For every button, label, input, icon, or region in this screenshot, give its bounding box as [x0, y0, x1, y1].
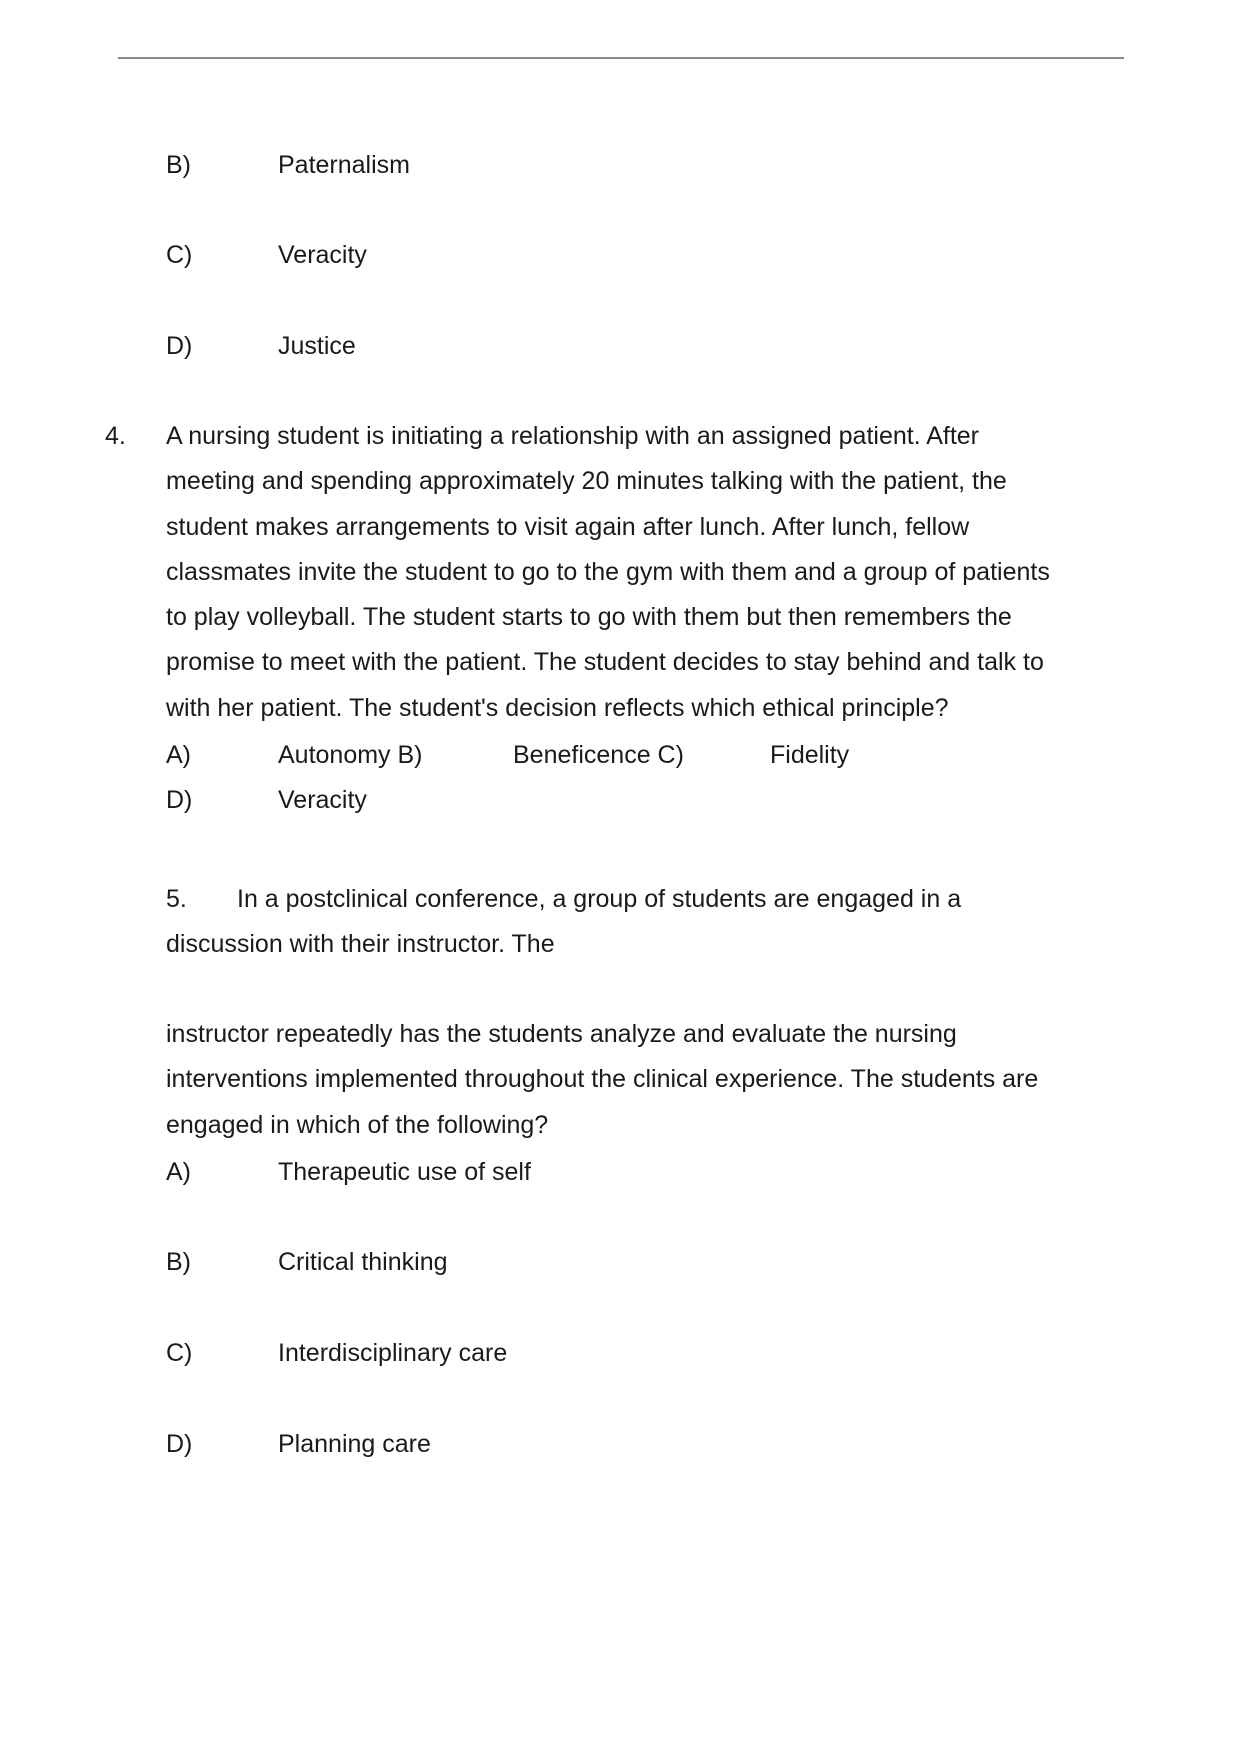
option-letter: A) — [166, 1158, 191, 1186]
question-4-stem — [166, 414, 1086, 731]
option-text: Veracity — [278, 786, 367, 814]
option-letter: A) — [166, 741, 191, 769]
question-number: 5. — [166, 885, 187, 913]
option-letter: B) — [166, 1248, 191, 1276]
option-letter: D) — [166, 1430, 193, 1458]
option-text: Therapeutic use of self — [278, 1158, 531, 1186]
option-text: Critical thinking — [278, 1248, 448, 1276]
option-text: Paternalism — [278, 151, 410, 179]
option-letter: B) — [166, 151, 191, 179]
stem-line: meeting and spending approximately 20 minutes talking with the patient, the — [166, 467, 1007, 496]
option-letter: D) — [166, 332, 193, 360]
option-text: Justice — [278, 332, 356, 360]
stem-line: A nursing student is initiating a relationship with an assigned patient. After — [166, 422, 980, 450]
question-number: 4. — [105, 422, 126, 450]
stem-line: promise to meet with the patient. The student decides to stay behind and talk to — [166, 648, 1044, 677]
stem-line: interventions implemented throughout the clinical experience. The students are — [166, 1065, 1039, 1094]
question-5-stem — [166, 1012, 1086, 1148]
stem-line: classmates invite the student to go to the gym with them and a group of patients — [166, 557, 1050, 586]
question-5-second-line: discussion with their instructor. The — [166, 930, 555, 958]
option-text: Beneficence C) — [513, 741, 684, 769]
option-letter: C) — [166, 241, 193, 269]
option-letter: C) — [166, 1339, 193, 1367]
stem-line: In a postclinical conference, a group of students are engaged in a — [237, 885, 962, 913]
stem-line: instructor repeatedly has the students analyze and evaluate the nursing — [166, 1020, 957, 1048]
option-text: Interdisciplinary care — [278, 1339, 508, 1367]
option-text: Fidelity — [770, 741, 850, 769]
stem-line: engaged in which of the following? — [166, 1110, 549, 1139]
stem-line: student makes arrangements to visit again after lunch. After lunch, fellow — [166, 512, 970, 541]
option-text: Veracity — [278, 241, 367, 269]
option-letter: D) — [166, 786, 193, 814]
stem-line: with her patient. The student's decision reflects which ethical principle? — [166, 693, 949, 722]
option-text: Autonomy B) — [278, 741, 423, 769]
stem-line: to play volleyball. The student starts to go with them but then remembers the — [166, 603, 1012, 632]
option-text: Planning care — [278, 1430, 431, 1458]
header-rule — [118, 57, 1124, 59]
